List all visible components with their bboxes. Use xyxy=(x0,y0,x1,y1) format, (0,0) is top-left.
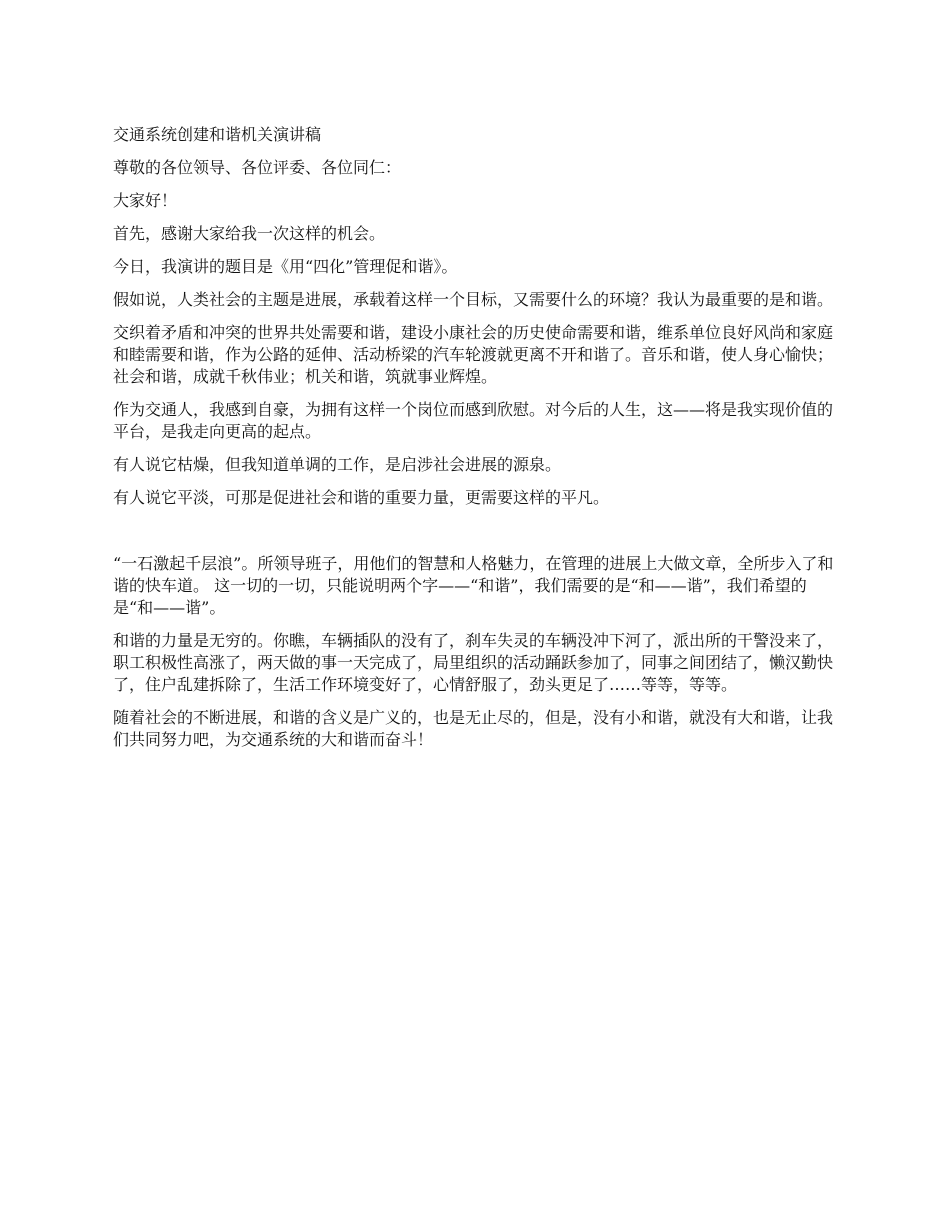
paragraph-harmony-needs: 交织着矛盾和冲突的世界共处需要和谐，建设小康社会的历史使命需要和谐，维系单位良好风尚和家庭和睦需要和谐，作为公路的延伸、活动桥梁的汽车轮渡就更离不开和谐了。音乐和谐，使人身心愉快；社会和谐，成就千秋伟业；机关和谐，筑就事业辉煌。 xyxy=(113,323,834,386)
paragraph-pride: 作为交通人，我感到自豪，为拥有这样一个岗位而感到欣慰。对今后的人生，这——将是我实现价值的平台，是我走向更高的起点。 xyxy=(113,400,834,441)
paragraph-power-of-harmony: 和谐的力量是无穷的。你瞧，车辆插队的没有了，刹车失灵的车辆没冲下河了，派出所的干警没来了，职工积极性高涨了，两天做的事一天完成了，局里组织的活动踊跃参加了，同事之间团结了，懒汉勤快了，住户乱建拆除了，生活工作环境变好了，心情舒服了，劲头更足了……等等，等等。 xyxy=(113,631,834,694)
paragraph-harmony-importance: 假如说，人类社会的主题是进展，承载着这样一个目标，又需要什么的环境？我认为最重要的是和谐。 xyxy=(113,290,834,309)
document-page xyxy=(113,124,841,762)
paragraph-gap xyxy=(113,520,841,553)
paragraph-boring-work: 有人说它枯燥，但我知道单调的工作，是启涉社会进展的源泉。 xyxy=(113,455,562,474)
document-title: 交通系统创建和谐机关演讲稿 xyxy=(113,125,322,144)
paragraph-ordinary-work: 有人说它平淡，可那是促进社会和谐的重要力量，更需要这样的平凡。 xyxy=(113,488,610,507)
paragraph-salutation: 尊敬的各位领导、各位评委、各位同仁： xyxy=(113,158,402,177)
paragraph-leadership: “一石激起千层浪”。所领导班子，用他们的智慧和人格魅力，在管理的进展上大做文章，全所步入了和谐的快车道。 这一切的一切，只能说明两个字——“和谐”，我们需要的是“和——谐”，我们希望的是“和——谐”。 xyxy=(113,554,834,617)
paragraph-greeting: 大家好！ xyxy=(113,191,178,210)
paragraph-thanks: 首先，感谢大家给我一次这样的机会。 xyxy=(113,224,386,243)
paragraph-topic: 今日，我演讲的题目是《用“四化”管理促和谐》。 xyxy=(113,257,458,276)
paragraph-conclusion: 随着社会的不断进展，和谐的含义是广义的，也是无止尽的，但是，没有小和谐，就没有大和谐，让我们共同努力吧，为交通系统的大和谐而奋斗！ xyxy=(113,708,834,749)
